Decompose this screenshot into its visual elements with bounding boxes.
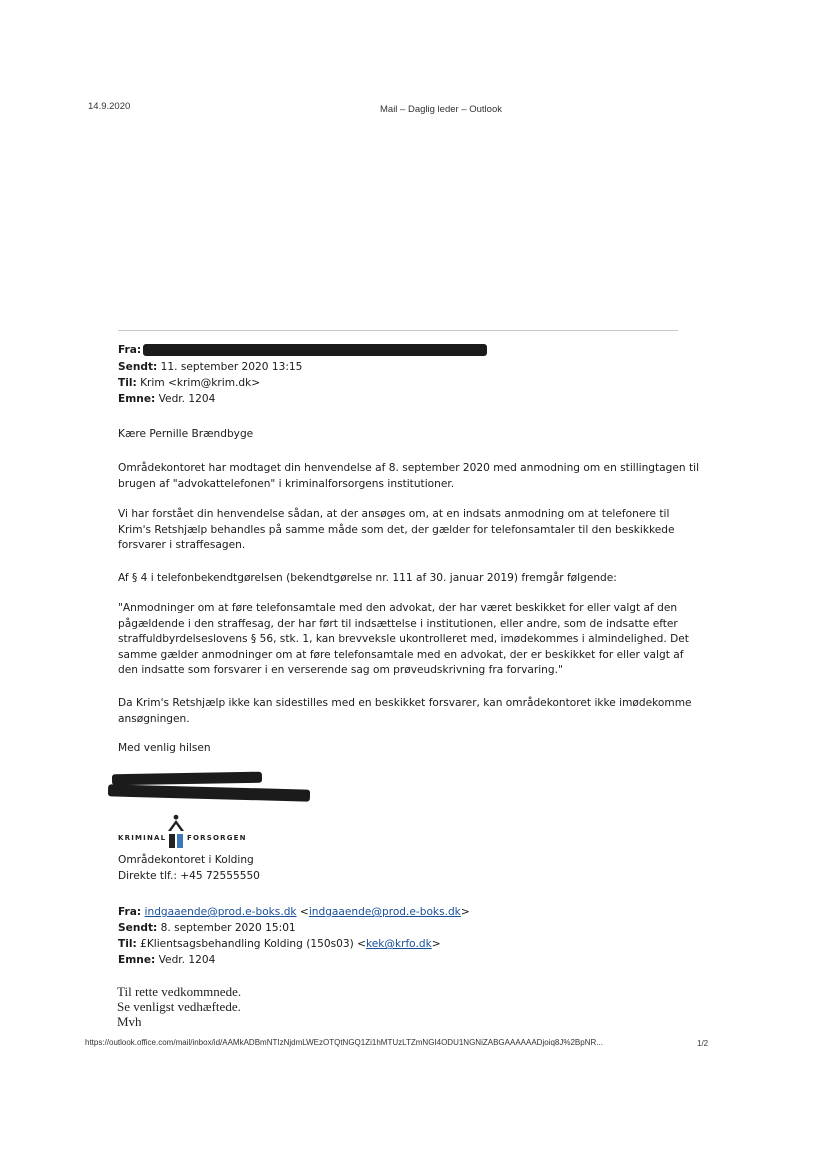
- paragraph-line: samme gælder anmodninger om at føre telefonsamtale med en advokat, der er beskikket for eller valgt af: [118, 648, 684, 661]
- paragraph-line: Krim's Retshjælp behandles på samme måde som det, der gælder for telefonsamtaler til den beskikkede: [118, 523, 675, 536]
- to-row: [118, 376, 260, 392]
- paragraph-2: [118, 507, 708, 554]
- signature-phone: Direkte tlf.: +45 72555550: [118, 870, 260, 882]
- logo-text-left: KRIMINAL: [118, 834, 167, 842]
- redacted-title: [108, 784, 310, 801]
- greeting: Kære Pernille Brændbyge: [118, 428, 254, 440]
- logo-text-right: FORSORGEN: [187, 834, 247, 842]
- print-url: https://outlook.office.com/mail/inbox/id/AAMkADBmNTIzNjdmLWEzOTQtNGQ1Zi1hMTUzLTZmNGI4ODU1NGNiZABGAAAAAADjoiq8J%2BpNR...: [85, 1038, 603, 1047]
- quoted-to-bracket-close: >: [431, 938, 441, 950]
- from-label: Fra:: [118, 344, 142, 356]
- paragraph-line: den indsatte som forsvarer i en verserende sag om prøveudskrivning fra forvaring.": [118, 664, 563, 676]
- redacted-name: [112, 772, 262, 786]
- quoted-from-link-2[interactable]: indgaaende@prod.e-boks.dk: [308, 906, 461, 918]
- paragraph-line: Vi har forstået din henvendelse sådan, at der ansøges om, at en indsats anmodning om at telefonere til: [118, 508, 670, 520]
- subject-value: Vedr. 1204: [158, 393, 216, 405]
- paragraph-line: "Anmodninger om at føre telefonsamtale med den advokat, der har været beskikket for eller valgt af den: [118, 602, 678, 614]
- print-date: 14.9.2020: [88, 101, 131, 112]
- paragraph-line: pågældende i den straffesag, der har ført til indsættelse i institutionen, eller andre, som de indsatte efter: [118, 617, 678, 630]
- paragraph-line: Områdekontoret har modtaget din henvendelse af 8. september 2020 med anmodning om en stillingtagen til: [118, 462, 700, 474]
- to-label: Til:: [118, 377, 137, 389]
- quoted-to-value: £Klientsagsbehandling Kolding (150s03) <: [140, 938, 366, 950]
- signature-office: Områdekontoret i Kolding: [118, 854, 254, 866]
- paragraph-line: forsvarer i straffesagen.: [118, 539, 246, 551]
- quoted-subject-row: [118, 953, 215, 969]
- sent-value: 11. september 2020 13:15: [160, 361, 303, 373]
- quoted-body-line: Til rette vedkommnede.: [117, 984, 242, 999]
- quoted-sent-value: 8. september 2020 15:01: [160, 922, 296, 934]
- quoted-from-label: Fra:: [118, 906, 142, 918]
- paragraph-line: straffuldbyrdelseslovens § 56, stk. 1, kan brevveksle ukontrolleret med, imødekommes i almindelighed. Det: [118, 633, 689, 645]
- kriminalforsorgen-logo-icon: [165, 814, 187, 848]
- subject-label: Emne:: [118, 393, 156, 405]
- quoted-from-bracket-close: >: [460, 906, 470, 918]
- quoted-subject-label: Emne:: [118, 954, 156, 966]
- sent-label: Sendt:: [118, 361, 158, 373]
- quoted-from-row: [118, 905, 470, 921]
- subject-row: [118, 392, 215, 408]
- sent-row: [118, 360, 302, 376]
- paragraph-line: Da Krim's Retshjælp ikke kan sidestilles med en beskikket forsvarer, kan områdekontoret ikke imødekomme: [118, 697, 692, 709]
- print-title: Mail – Daglig leder – Outlook: [380, 104, 502, 115]
- quoted-from-bracket-open: <: [296, 906, 309, 918]
- paragraph-1: [118, 461, 708, 492]
- paragraph-line: ansøgningen.: [118, 712, 190, 725]
- to-value[interactable]: Krim <krim@krim.dk>: [140, 377, 261, 389]
- quoted-body-line: Mvh: [117, 1014, 142, 1029]
- print-page-number: 1/2: [697, 1039, 709, 1048]
- paragraph-5: [118, 696, 708, 727]
- paragraph-3: Af § 4 i telefonbekendtgørelsen (bekendtgørelse nr. 111 af 30. januar 2019) fremgår følgende:: [118, 572, 617, 584]
- quoted-body-line: Se venligst vedhæftede.: [117, 999, 241, 1014]
- quoted-subject-value: Vedr. 1204: [158, 954, 216, 966]
- redacted-sender: [143, 344, 487, 356]
- from-row: [118, 343, 141, 359]
- quoted-from-link[interactable]: indgaaende@prod.e-boks.dk: [144, 906, 297, 918]
- quoted-sent-row: [118, 921, 296, 937]
- quoted-to-label: Til:: [118, 938, 137, 950]
- quoted-sent-label: Sendt:: [118, 922, 158, 934]
- paragraph-line: brugen af "advokattelefonen" i kriminalforsorgens institutioner.: [118, 477, 455, 490]
- message-divider: [118, 330, 678, 331]
- quoted-to-link[interactable]: kek@krfo.dk: [365, 938, 432, 950]
- paragraph-4-quote: [118, 601, 708, 679]
- quoted-to-row: [118, 937, 441, 953]
- closing: Med venlig hilsen: [118, 742, 211, 754]
